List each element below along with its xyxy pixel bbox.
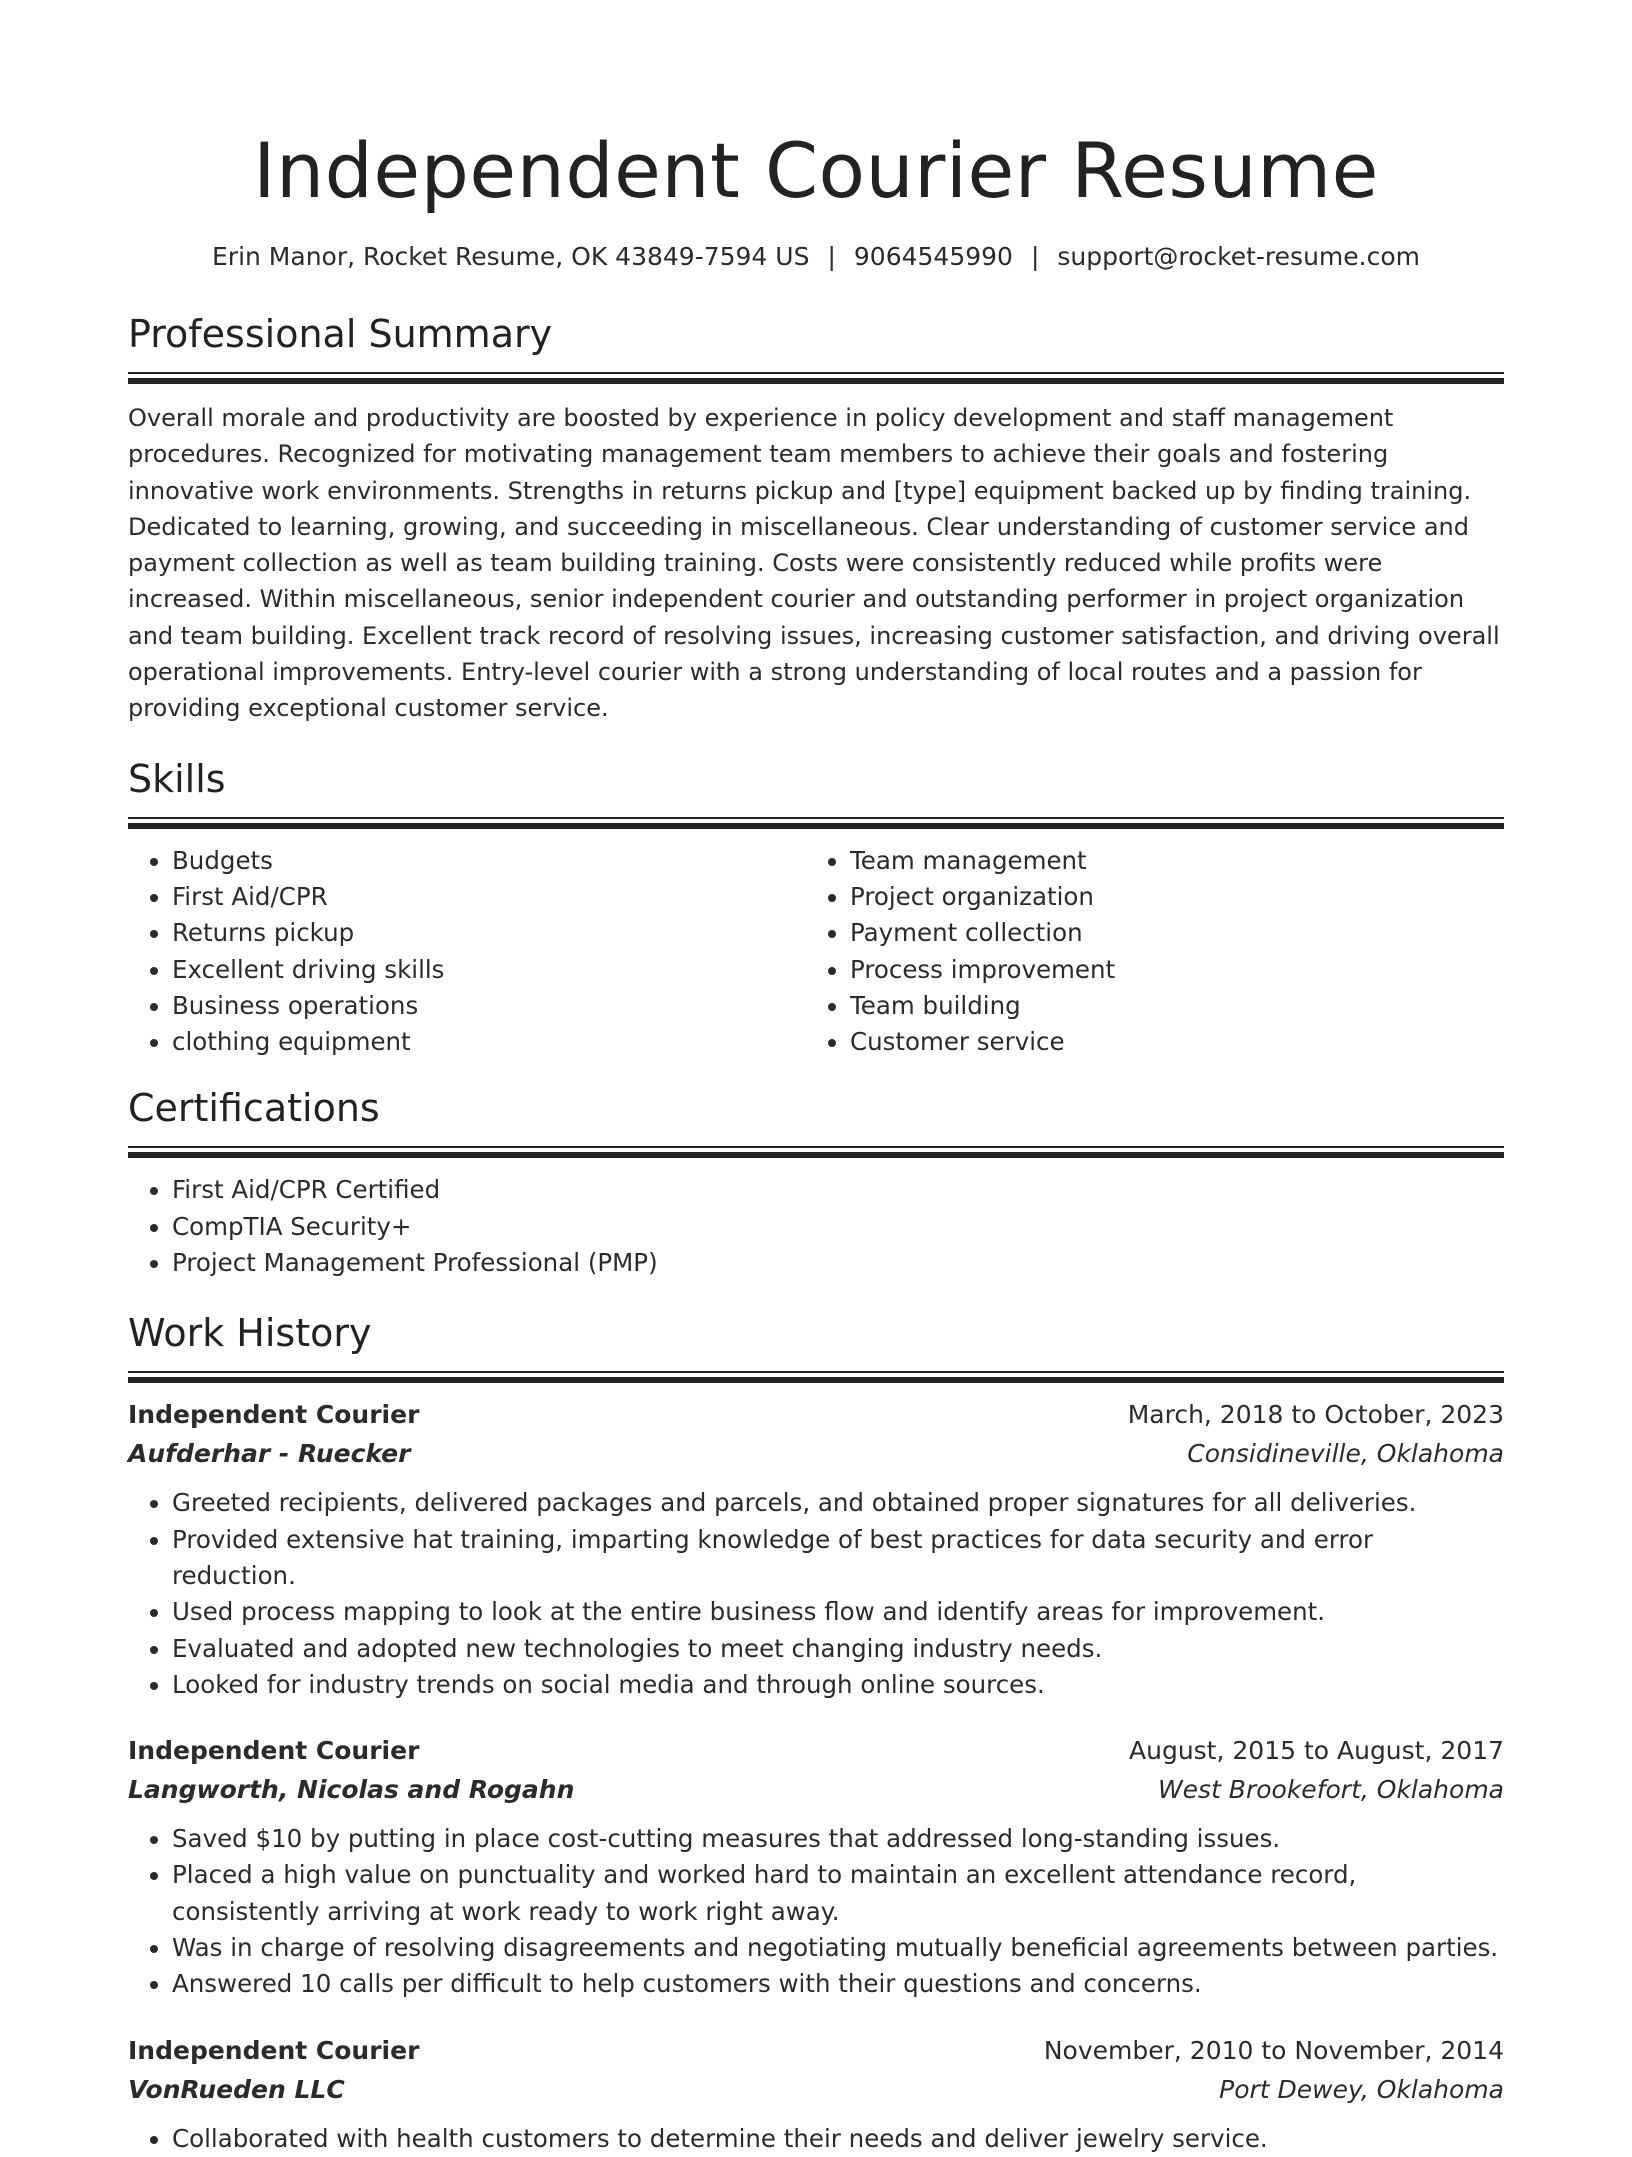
- job-location: Port Dewey, Oklahoma: [1219, 2074, 1504, 2104]
- skill-item: • Team building: [850, 988, 1484, 1024]
- job-entry: [128, 1395, 1504, 1703]
- job-bullet: • Greeted recipients, delivered packages and parcels, and obtained proper signatures for all deliveries.: [172, 1485, 1504, 1521]
- job-bullet: • Was in charge of resolving disagreements and negotiating mutually beneficial agreements between parties.: [172, 1930, 1504, 1966]
- section-heading-summary: Professional Summary: [128, 312, 553, 356]
- skills-list-right: [806, 843, 1484, 1061]
- job-title: Independent Courier: [128, 2035, 420, 2065]
- job-dates: November, 2010 to November, 2014: [1043, 2035, 1504, 2065]
- contact-address: Erin Manor, Rocket Resume, OK 43849-7594 US: [212, 242, 810, 271]
- section-heading-work-history: Work History: [128, 1311, 372, 1356]
- skills-list-left: [128, 843, 806, 1061]
- contact-line: [128, 240, 1504, 274]
- job-bullet: • Answered 10 calls per difficult to help customers with their questions and concerns.: [172, 1966, 1504, 2002]
- section-heading-certifications: Certifications: [128, 1086, 380, 1131]
- section-divider: [128, 817, 1504, 829]
- certification-item: • Project Management Professional (PMP): [172, 1245, 1504, 1281]
- skill-item: • Project organization: [850, 879, 1484, 915]
- resume-page: [128, 0, 1504, 2157]
- job-bullet: • Provided extensive hat training, imparting knowledge of best practices for data security and error reduction.: [172, 1522, 1504, 1595]
- certification-item: • First Aid/CPR Certified: [172, 1172, 1504, 1208]
- skill-item: • Payment collection: [850, 915, 1484, 951]
- section-summary: [128, 310, 1504, 727]
- skill-item: • Returns pickup: [172, 915, 806, 951]
- skill-item: • clothing equipment: [172, 1024, 806, 1060]
- job-entry: [128, 1731, 1504, 2002]
- job-title: Independent Courier: [128, 1736, 420, 1766]
- job-bullet: • Placed a high value on punctuality and worked hard to maintain an excellent attendance record, consistently arriving at work ready to work right away.: [172, 1857, 1504, 1930]
- resume-title: Independent Courier Resume: [253, 126, 1379, 215]
- summary-text: Overall morale and productivity are boosted by experience in policy development and staff management procedures. Recognized for motivating management team members to achieve their goals and fostering innovative work environments. Strengths in returns pickup and [type] equipment backed up by finding training. Dedicated to learning, growing, and succeeding in miscellaneous. Clear understanding of customer service and payment collection as well as team building training. Costs were consistently reduced while profits were increased. Within miscellaneous, senior independent courier and outstanding performer in project organization and team building. Excellent track record of resolving issues, increasing customer satisfaction, and driving overall operational improvements. Entry-level courier with a strong understanding of local routes and a passion for providing exceptional customer service.: [128, 404, 1500, 723]
- skills-grid: [128, 843, 1504, 1061]
- section-heading-skills: Skills: [128, 756, 226, 801]
- skill-item: • Team management: [850, 843, 1484, 879]
- contact-separator: |: [1030, 242, 1040, 271]
- job-bullet: • Evaluated and adopted new technologies to meet changing industry needs.: [172, 1631, 1504, 1667]
- job-header-row: [128, 1731, 1504, 1770]
- contact-separator: |: [827, 242, 836, 271]
- job-header-row: [128, 1395, 1504, 1434]
- section-divider: [128, 1146, 1504, 1158]
- job-bullets: [128, 1821, 1504, 2002]
- skill-item: • Budgets: [172, 843, 806, 879]
- job-company: Langworth, Nicolas and Rogahn: [128, 1775, 575, 1805]
- section-work-history: [128, 1309, 1504, 2157]
- contact-phone: 9064545990: [853, 242, 1013, 271]
- section-skills: [128, 755, 1504, 1061]
- job-company-row: [128, 1434, 1504, 1473]
- section-divider: [128, 1371, 1504, 1383]
- job-bullet: • Used process mapping to look at the entire business flow and identify areas for improvement.: [172, 1594, 1504, 1630]
- job-company-row: [128, 2070, 1504, 2109]
- job-bullets: [128, 1485, 1504, 1703]
- job-dates: August, 2015 to August, 2017: [1129, 1736, 1504, 1766]
- skill-item: • Customer service: [850, 1024, 1484, 1060]
- certification-item: • CompTIA Security+: [172, 1209, 1504, 1245]
- job-location: West Brookefort, Oklahoma: [1157, 1775, 1504, 1805]
- job-title: Independent Courier: [128, 1400, 420, 1430]
- certifications-list: [128, 1172, 1504, 1281]
- job-bullet: • Saved $10 by putting in place cost-cutting measures that addressed long-standing issues.: [172, 1821, 1504, 1857]
- job-bullet: • Collaborated with health customers to determine their needs and deliver jewelry service.: [172, 2121, 1504, 2157]
- job-location: Considineville, Oklahoma: [1187, 1439, 1504, 1469]
- skill-item: • Process improvement: [850, 952, 1484, 988]
- skills-column-right: [806, 843, 1484, 1061]
- job-company: VonRueden LLC: [128, 2074, 345, 2104]
- skill-item: • Excellent driving skills: [172, 952, 806, 988]
- job-bullets: [128, 2121, 1504, 2157]
- section-certifications: [128, 1084, 1504, 1281]
- job-entry: [128, 2031, 1504, 2157]
- section-divider: [128, 372, 1504, 384]
- job-bullet: • Looked for industry trends on social media and through online sources.: [172, 1667, 1504, 1703]
- skills-column-left: [128, 843, 806, 1061]
- job-header-row: [128, 2031, 1504, 2070]
- job-company: Aufderhar - Ruecker: [128, 1439, 411, 1469]
- contact-email: support@rocket-resume.com: [1057, 242, 1420, 271]
- skill-item: • Business operations: [172, 988, 806, 1024]
- job-dates: March, 2018 to October, 2023: [1127, 1400, 1504, 1430]
- skill-item: • First Aid/CPR: [172, 879, 806, 915]
- job-company-row: [128, 1770, 1504, 1809]
